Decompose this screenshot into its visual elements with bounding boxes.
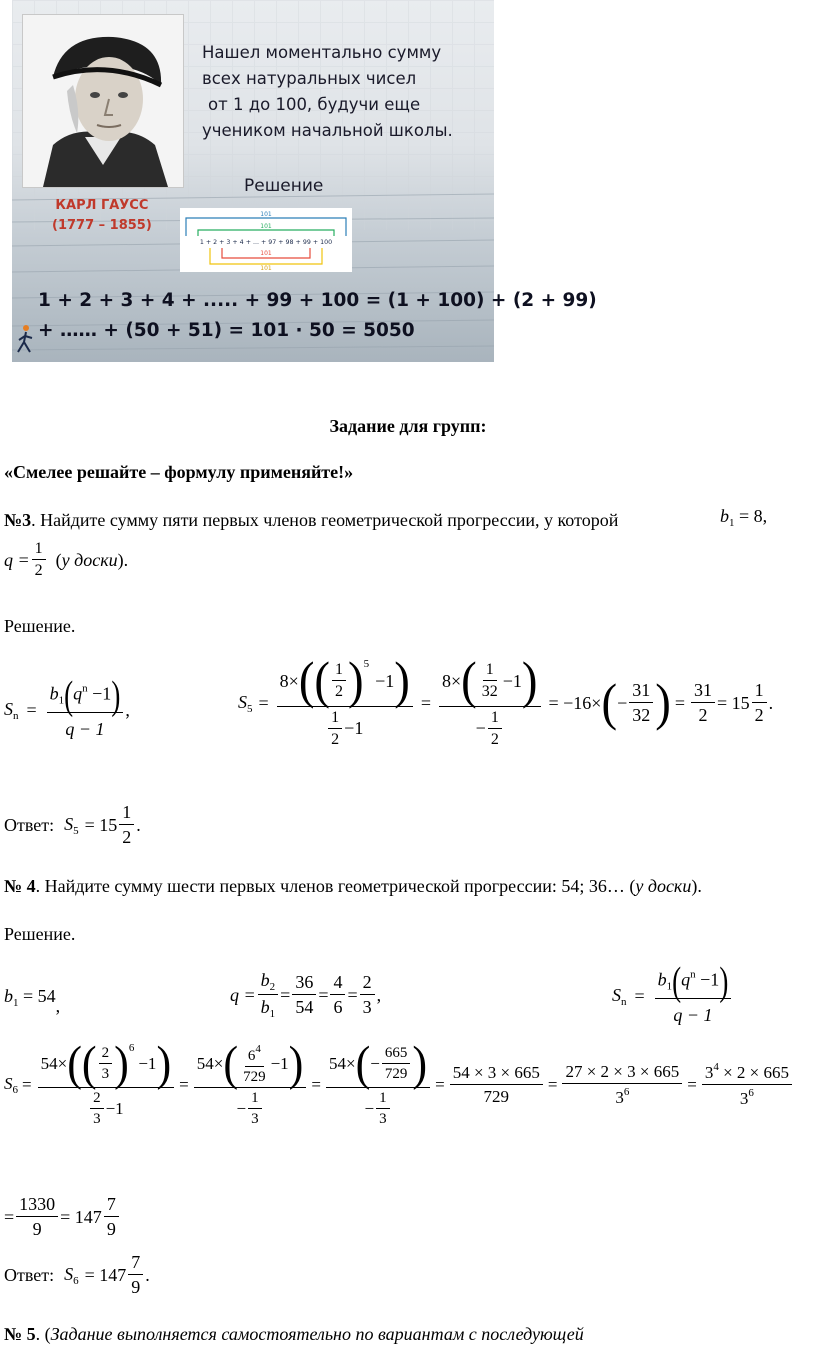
gauss-equation-line-1: 1 + 2 + 3 + 4 + ..... + 99 + 100 = (1 + 100) + (2 + 99) (38, 290, 597, 311)
scheme-sum-second: 101 (260, 223, 272, 230)
task4-q: q = $\frac{b_2}{b_1}$ = $\frac{36}{54}$ = $\frac{4}{6}$ = $\frac{2}{3}$ , (230, 970, 382, 1020)
task4-solution-label: Решение. (4, 924, 76, 944)
task3-answer: Ответ: $S_5$ = 15 $\frac{1}{2}$ . (4, 802, 141, 847)
task3-number: №3 (4, 510, 32, 530)
task3-q: q = $\frac{1}{2}$ ( у доски ). (4, 540, 129, 579)
gauss-equation-line-2: + …… + (50 + 51) = 101 · 50 = 5050 (38, 320, 415, 341)
gauss-portrait (22, 14, 184, 188)
scheme-sum-bottom: 101 (260, 265, 272, 272)
formula-s6-result: = $\frac{1330}{9}$ = 147 $\frac{7}{9}$ (4, 1194, 121, 1240)
task5-number: № 5 (4, 1324, 36, 1344)
task4-statement: № 4. Найдите сумму шести первых членов геометрической прогрессии: 54; 36… (у доски). (4, 876, 702, 896)
task3-statement: №3. Найдите сумму пяти первых членов геометрической прогрессии, у которой (4, 510, 619, 530)
gauss-quote: Нашел моментально сумму всех натуральных чисел от 1 до 100, будучи еще учеником начальной школы. (202, 43, 453, 140)
scheme-sequence: 1 + 2 + 3 + 4 + ... + 97 + 98 + 99 + 100 (199, 239, 333, 246)
task5-statement: № 5. (Задание выполняется самостоятельно по вариантам с последующей (4, 1324, 584, 1344)
task4-number: № 4 (4, 876, 36, 896)
gauss-banner-image (12, 0, 597, 362)
task4-answer: Ответ: $S_6$ = 147 $\frac{7}{9}$ . (4, 1252, 150, 1297)
formula-s6-computation: $S_6$ = 54× ( ( $\frac{2}{3}$ ) 6 −1 ) $\frac{2}{3}$ −1 = 54× ( $\frac{6^4}{729}$ −1 ) − $\frac{1}{3}$ = 54× ( − $\frac{665}{729}$ ) − $\frac{1}{3}$ = $\frac{54 \times 3 \times 665}{729}$ = $\frac{27 \times 2 \times 3 \times 665}{3^6}$ = $\frac{3^4 \times 2 \times 665}{3^6}$ (4, 1042, 816, 1128)
task3-solution-label: Решение. (4, 616, 76, 636)
formula-sum-general: $S_n$ = $\frac{b_1(q^n -1)}{q - 1}$ , (4, 672, 130, 739)
gauss-name: КАРЛ ГАУСС (1777 – 1855) (52, 198, 152, 233)
task4-b1: $b_1 = 54$, (4, 986, 61, 1016)
scheme-sum-top: 101 (260, 211, 272, 218)
runner-icon (16, 324, 34, 356)
pairing-scheme (180, 208, 352, 272)
tasks-heading: Задание для групп: (329, 416, 487, 436)
task4-sn-formula: $S_n$ = $\frac{b_1(q^n -1)}{q - 1}$ (612, 966, 733, 1026)
motto: «Смелее решайте – формулу применяйте!» (4, 462, 354, 482)
scheme-sum-inner: 101 (260, 250, 272, 257)
banner-solution-label: Решение (244, 176, 324, 196)
task3-b1: $b_1 = 8$, (720, 506, 768, 529)
formula-s5-computation: $S_5$ = 8× ( ( $\frac{1}{2}$ ) 5 −1 ) $\frac{1}{2}$ −1 = 8× ( $\frac{1}{32}$ −1 ) − $\frac{1}{2}$ = −16× ( − $\frac{31}{32}$ ) = $\frac{31}{2}$ = 15 $\frac{1}{2}$ . (238, 652, 774, 748)
